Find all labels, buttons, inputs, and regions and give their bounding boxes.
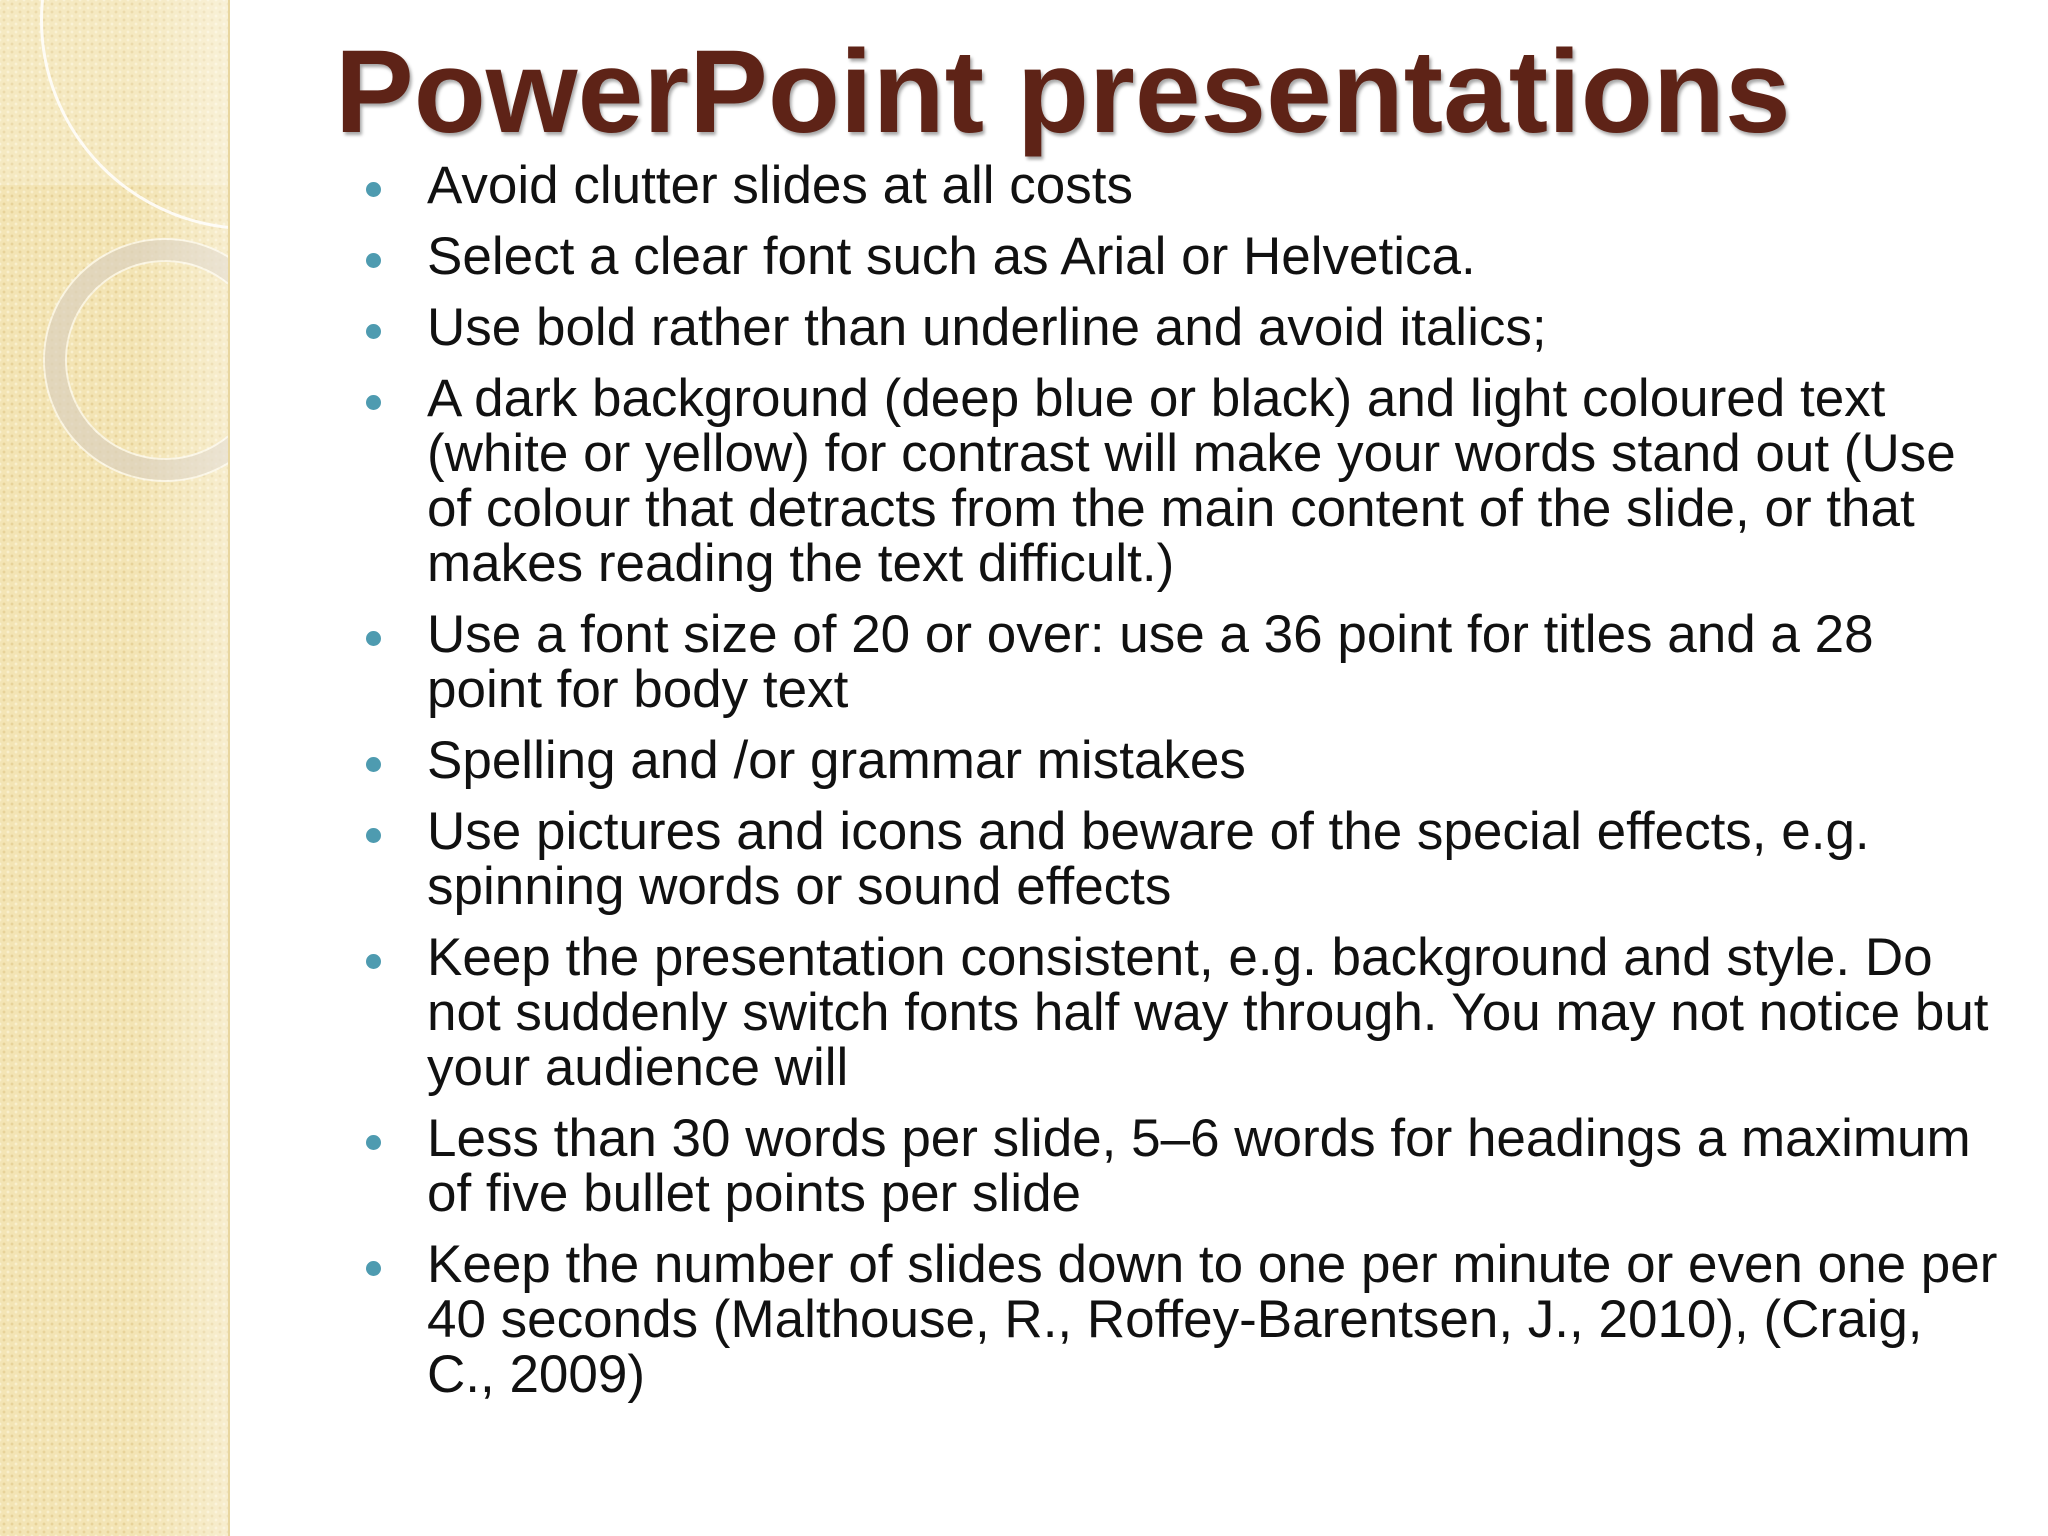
bullet-text: Use pictures and icons and beware of the special effects, e.g. spinning words or sound effects [427, 802, 1870, 916]
bullet-item [360, 1111, 2000, 1221]
bullet-item [360, 607, 2000, 717]
bullet-icon [366, 954, 381, 969]
bullet-item [360, 371, 2000, 591]
bullet-item [360, 1237, 2000, 1402]
bullet-icon [366, 757, 381, 772]
bullet-icon [366, 324, 381, 339]
bullet-list [360, 158, 2000, 1418]
bullet-icon [366, 1261, 381, 1276]
bullet-icon [366, 182, 381, 197]
bullet-item [360, 930, 2000, 1095]
bullet-item [360, 804, 2000, 914]
bullet-icon [366, 253, 381, 268]
bullet-text: Spelling and /or grammar mistakes [427, 731, 1246, 790]
bullet-icon [366, 395, 381, 410]
bullet-text: Avoid clutter slides at all costs [427, 156, 1134, 215]
bullet-text: A dark background (deep blue or black) and light coloured text (white or yellow) for contrast will make your words stand out (Use of colour that detracts from the main content of the slide, or that makes reading the text difficult.) [427, 369, 1956, 593]
bullet-item [360, 300, 2000, 355]
bullet-text: Keep the number of slides down to one per minute or even one per 40 seconds (Malthouse, R., Roffey-Barentsen, J., 2010), (Craig, C., 2009) [427, 1235, 1998, 1404]
bullet-item [360, 158, 2000, 213]
decorative-fade [0, 0, 228, 1536]
bullet-icon [366, 828, 381, 843]
bullet-text: Use a font size of 20 or over: use a 36 point for titles and a 28 point for body text [427, 605, 1874, 719]
bullet-item [360, 733, 2000, 788]
slide-title: PowerPoint presentations [335, 26, 1791, 158]
bullet-icon [366, 1135, 381, 1150]
bullet-item [360, 229, 2000, 284]
bullet-text: Less than 30 words per slide, 5–6 words for headings a maximum of five bullet points per slide [427, 1109, 1971, 1223]
decorative-side-band [0, 0, 230, 1536]
bullet-text: Use bold rather than underline and avoid italics; [427, 298, 1547, 357]
bullet-icon [366, 631, 381, 646]
bullet-text: Select a clear font such as Arial or Helvetica. [427, 227, 1476, 286]
bullet-text: Keep the presentation consistent, e.g. background and style. Do not suddenly switch fonts half way through. You may not notice but your audience will [427, 928, 1989, 1097]
